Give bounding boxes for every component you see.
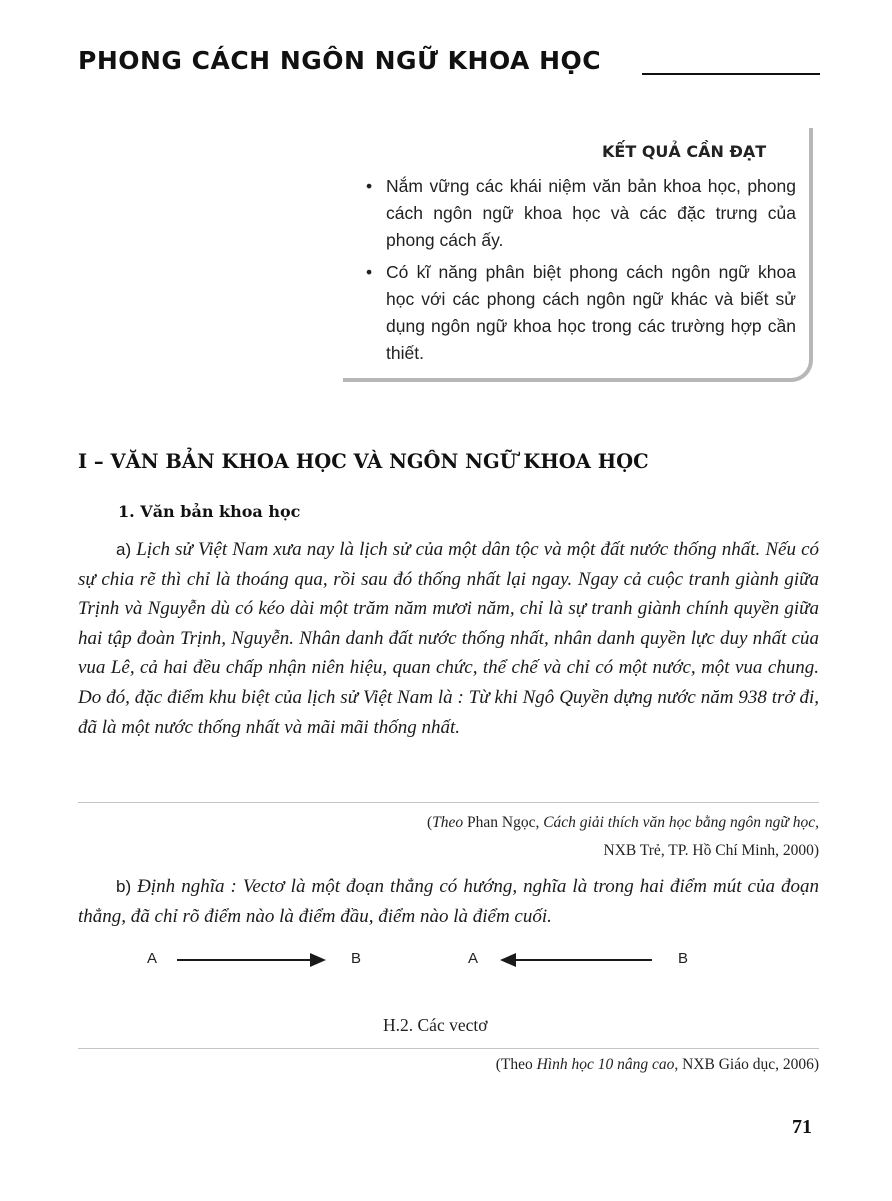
chapter-title: PHONG CÁCH NGÔN NGỮ KHOA HỌC <box>78 46 602 75</box>
example-b-label: b) <box>116 877 132 896</box>
outcome-item-text: Có kĩ năng phân biệt phong cách ngôn ngữ khoa học với các phong cách ngôn ngữ khác và biết sử dụng ngôn ngữ khoa học trong các trường hợp cần thiết. <box>386 262 796 363</box>
citation-b-open: (Theo <box>495 1056 537 1073</box>
chapter-title-rule <box>642 73 820 75</box>
citation-a-open: ( <box>426 814 433 831</box>
section-heading: I – VĂN BẢN KHOA HỌC VÀ NGÔN NGỮ KHOA HỌC <box>78 450 649 473</box>
vector2-arrowhead-icon <box>500 953 516 967</box>
citation-a-theo: Theo <box>432 814 464 831</box>
bullet-icon: • <box>366 176 373 196</box>
outcome-item-text: Nắm vững các khái niệm văn bản khoa học, phong cách ngôn ngữ khoa học và các đặc trưng của phong cách ấy. <box>386 176 796 250</box>
citation-a-line1 <box>427 814 819 832</box>
citation-a-work: Cách giải thích văn học bằng ngôn ngữ học, <box>543 814 819 831</box>
example-a-text: Lịch sử Việt Nam xưa nay là lịch sử của một dân tộc và một đất nước thống nhất. Nếu có sự chia rẽ thì chỉ là thoáng qua, rồi sau đó thống nhất lại ngay. Ngay cả cuộc tranh giành giữa Trịnh và Nguyễn dù có kéo dài một trăm năm mươi năm, chỉ là sự tranh giành chính quyền giữa hai tập đoàn Trịnh, Nguyễn. Nhân danh đất nước thống nhất, nhân danh quyền lực duy nhất của vua Lê, cả hai đều chấp nhận niên hiệu, quan chức, thể chế và chỉ có một nước, một vua chung. Do đó, đặc điểm khu biệt của lịch sử Việt Nam là : Từ khi Ngô Quyền dựng nước năm 938 trở đi, đã là một nước thống nhất và mãi mãi thống nhất. <box>78 539 820 738</box>
example-b-paragraph <box>78 872 819 931</box>
example-a-paragraph <box>78 535 819 742</box>
bullet-icon: • <box>366 262 373 282</box>
example-b-text: Định nghĩa : Vectơ là một đoạn thẳng có hướng, nghĩa là trong hai điểm mút của đoạn thẳng, đã chỉ rõ điểm nào là điểm đầu, điểm nào là điểm cuối. <box>78 876 819 927</box>
figure-caption: H.2. Các vectơ <box>383 1015 488 1035</box>
citation-b-work: Hình học 10 nâng cao <box>536 1056 675 1073</box>
page-number: 71 <box>792 1116 812 1138</box>
vector1-end-label: B <box>351 950 362 967</box>
vector1-start-label: A <box>147 950 158 967</box>
citation-a-publisher: NXB Trẻ, TP. Hồ Chí Minh, 2000) <box>603 842 819 859</box>
outcomes-title: KẾT QUẢ CẦN ĐẠT <box>602 142 767 161</box>
vector1-arrowhead-icon <box>310 953 326 967</box>
vector2-start-label: A <box>468 950 479 967</box>
example-a-label: a) <box>116 540 132 559</box>
outcome-item <box>366 173 796 254</box>
subsection-heading: 1. Văn bản khoa học <box>118 502 301 521</box>
citation-b-rest: , NXB Giáo dục, 2006) <box>674 1056 819 1073</box>
citation-b <box>496 1056 819 1074</box>
outcome-item <box>366 259 796 367</box>
citation-divider <box>78 1048 819 1049</box>
citation-a-author: Phan Ngọc, <box>463 814 544 831</box>
vector2-end-label: B <box>678 950 689 967</box>
citation-divider <box>78 802 819 803</box>
